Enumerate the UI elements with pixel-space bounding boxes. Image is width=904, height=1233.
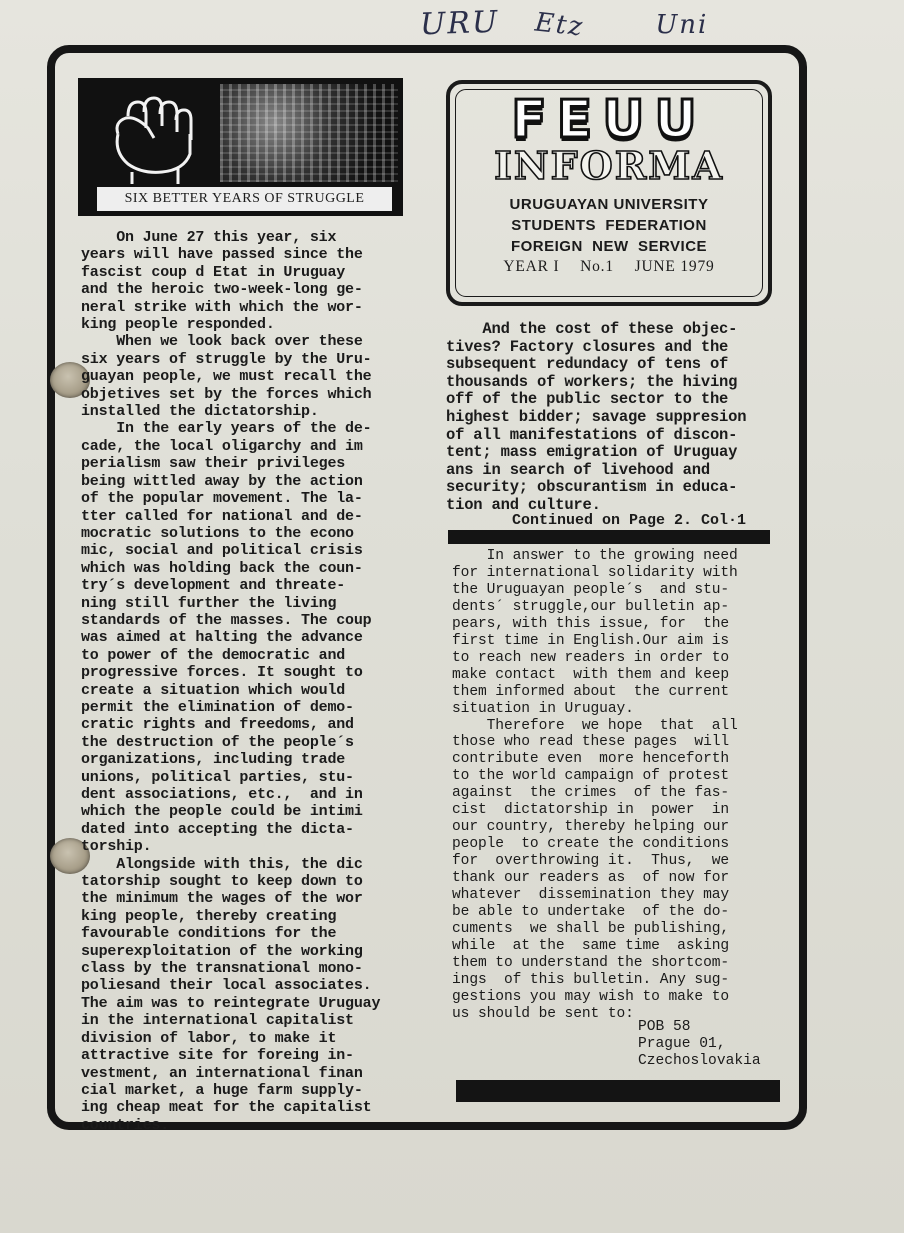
feuu-logo: FEUU: [511, 90, 707, 150]
handwritten-annotation: [420, 6, 780, 41]
annotation-part-2: Etz: [533, 7, 586, 43]
masthead-box: [446, 80, 772, 306]
subtitle-line-2: STUDENTS FEDERATION: [511, 217, 707, 234]
masthead-inner-border: [455, 89, 763, 297]
annotation-part-3: Uni: [655, 10, 709, 40]
issue-year: YEAR I: [503, 258, 560, 275]
subtitle-line-3: FOREIGN NEW SERVICE: [510, 238, 708, 255]
issue-date: JUNE 1979: [634, 258, 715, 275]
issue-number: No.1: [580, 258, 614, 275]
raised-fist-icon: [88, 86, 208, 186]
article-left-column: On June 27 this year, six years will have passed since the fascist coup d Etat in Uruguay and the heroic two-week-long ge- neral strike with which the wor- king people responded. When we look back over these six years of struggle by the Uru- guayan people, we must recall the objetives set by the forces which installed the dictatorship. In the early years of the de- cade, the local oligarchy and im perialism saw their privileges being wittled away by the action of the popular movement. The la- tter called for national and de- mocratic solutions to the econo mic, social and political crisis which was holding back the coun- try´s development and threate- ning still further the living standards of the masses. The coup was aimed at halting the advance to power of the democratic and progressive forces. It sought to create a situation which would permit the elimination of demo- cratic rights and freedoms, and the destruction of the people´s organizations, including trade unions, political parties, stu- dent associations, etc., and in which the people could be intimi dated into accepting the dicta- torship. Alongside with this, the dic tatorship sought to keep down to the minimum the wages of the wor king people, thereby creating favourable conditions for the superexploitation of the working class by the transnational mono- poliesand their local associates. The aim was to reintegrate Uruguay in the international capitalist division of labor, to make it attractive site for foreing in- vestment, an international finan cial market, a huge farm supply- ing cheap meat for the capitalist countries.: [81, 229, 381, 1134]
header-photo: [78, 78, 403, 216]
divider-bar-upper: [448, 530, 770, 544]
masthead-title: INFORMA: [494, 143, 724, 188]
article-right-top: And the cost of these objec- tives? Factory closures and the subsequent redundacy of tens of thousands of workers; the hiving off of the public sector to the highest bidder; savage suppresion of all manifestations of discon- tent; mass emigration of Uruguay ans in search of livehood and security; obscurantism in educa- tion and culture.: [446, 320, 747, 514]
continued-note: Continued on Page 2. Col·1: [512, 512, 747, 529]
annotation-part-1: URU: [419, 4, 500, 43]
article-right-bottom: In answer to the growing need for international solidarity with the Uruguayan people´s and stu- dents´ struggle,our bulletin ap- pears, with this issue, for the first time in English.Our aim is to reach new readers in order to make contact with them and keep them informed about the current situation in Uruguay. Therefore we hope that all those who read these pages will contribute even more henceforth to the world campaign of protest against the crimes of the fas- cist dictatorship in power in our country, thereby helping our people to create the conditions for overthrowing it. Thus, we thank our readers as of now for whatever dissemination they may be able to undertake of the do- cuments we shall be publishing, while at the same time asking them to understand the shortcom- ings of this bulletin. Any sug- gestions you may wish to make to us should be sent to:: [452, 548, 738, 1022]
protest-crowd-photo: [220, 84, 398, 182]
divider-bar-lower: [456, 1080, 780, 1102]
subtitle-line-1: URUGUAYAN UNIVERSITY: [509, 196, 709, 213]
contact-address: POB 58 Prague 01, Czechoslovakia: [638, 1019, 761, 1069]
photo-caption: SIX BETTER YEARS OF STRUGGLE: [96, 186, 393, 212]
